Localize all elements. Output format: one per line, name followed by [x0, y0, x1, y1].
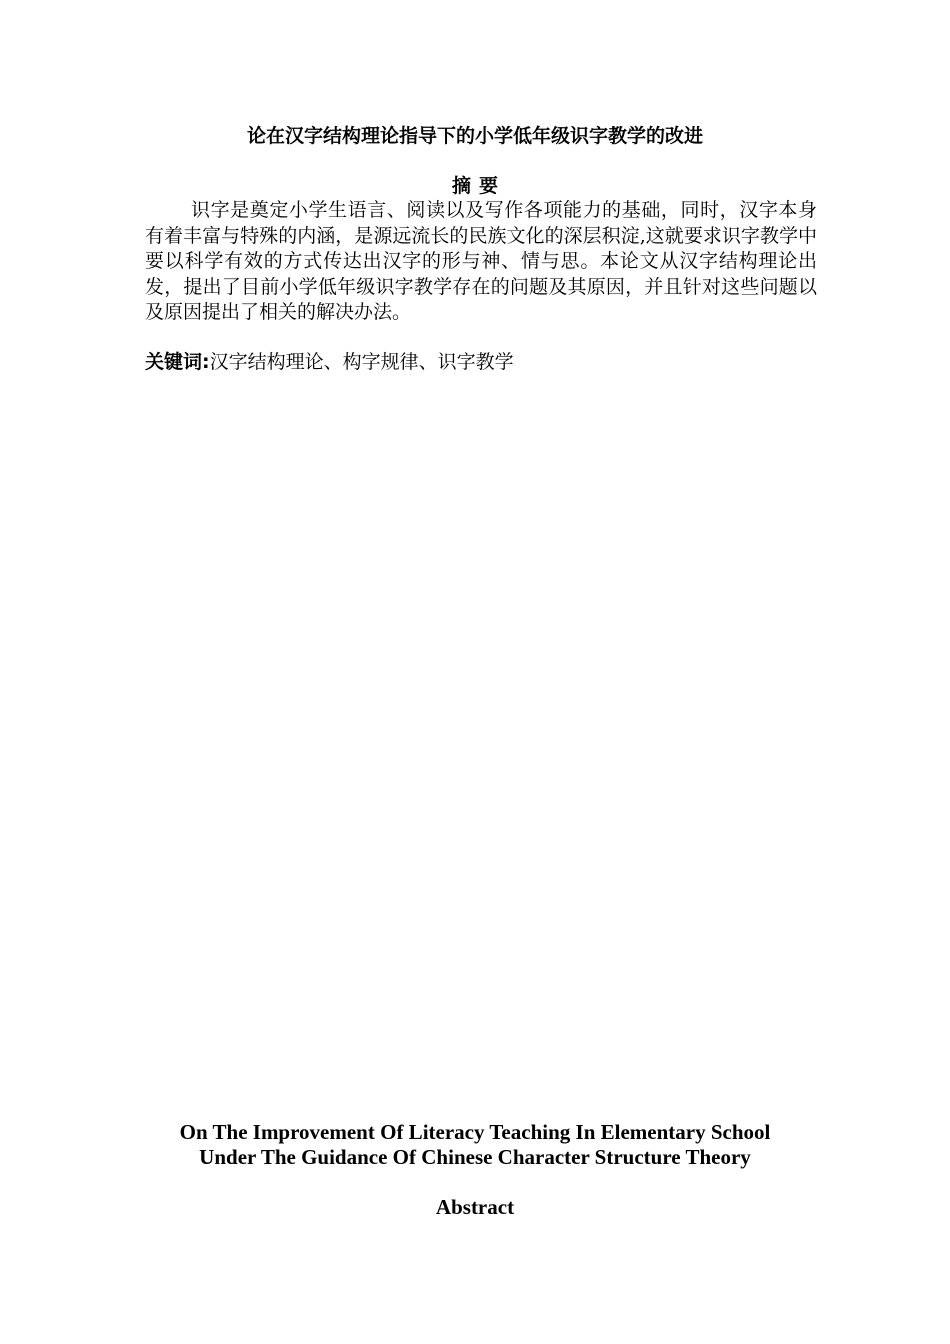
english-title: [0, 1120, 950, 1170]
chinese-keywords: [145, 349, 825, 375]
english-title-line-1: On The Improvement Of Literacy Teaching In Elementary School: [179, 1120, 771, 1144]
chinese-title: 论在汉字结构理论指导下的小学低年级识字教学的改进: [246, 125, 703, 147]
keywords-label: 关键词:: [145, 351, 210, 373]
chinese-abstract-body: 识字是奠定小学生语言、阅读以及写作各项能力的基础，同时，汉字本身有着丰富与特殊的内涵，是源远流长的民族文化的深层积淀,这就要求识字教学中要以科学有效的方式传达出汉字的形与神、情与思。本论文从汉字结构理论出发，提出了目前小学低年级识字教学存在的问题及其原因，并且针对这些问题以及原因提出了相关的解决办法。: [145, 199, 817, 324]
chinese-abstract-heading: 摘要: [451, 175, 506, 197]
english-title-line-2: Under The Guidance Of Chinese Character Structure Theory: [199, 1145, 751, 1169]
english-abstract-heading: Abstract: [435, 1195, 515, 1219]
keywords-text: 汉字结构理论、构字规律、识字教学: [209, 351, 514, 373]
